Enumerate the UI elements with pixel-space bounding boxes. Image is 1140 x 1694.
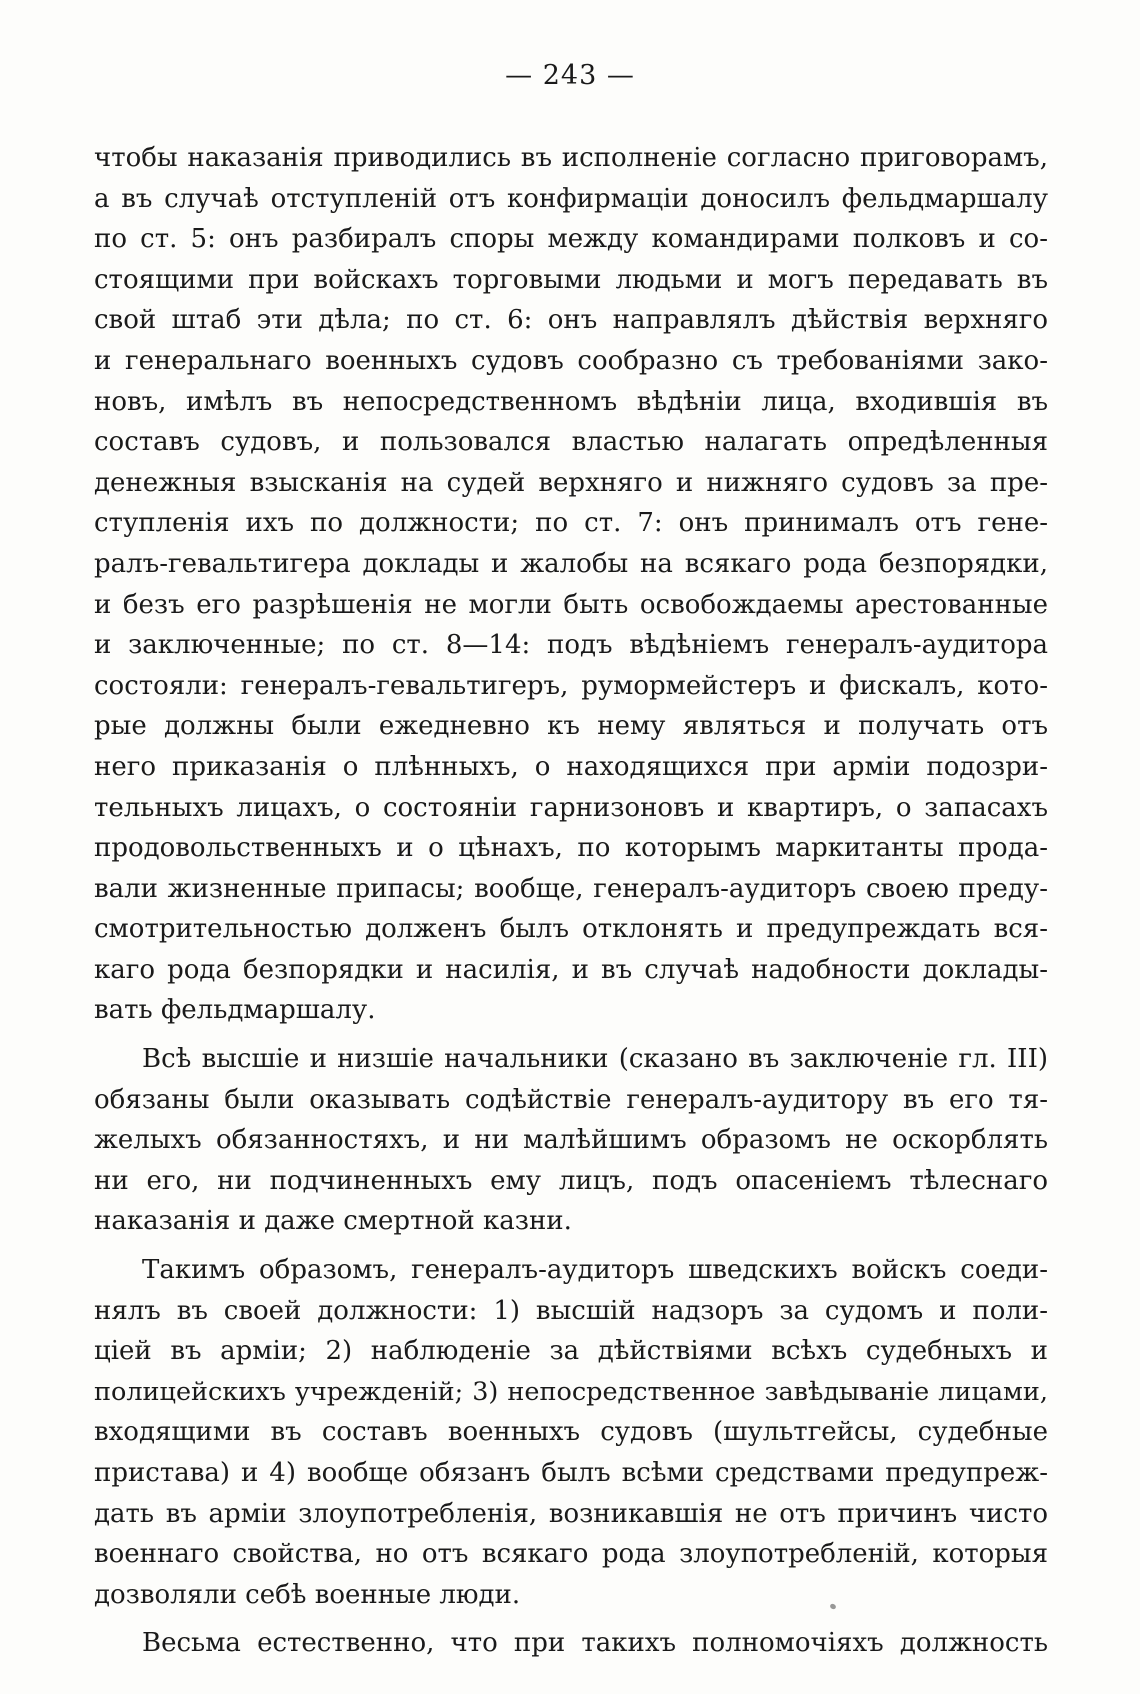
text-line: состояли: генералъ-гевальтигеръ, румормейстеръ и фискалъ, кото-: [94, 670, 1048, 701]
text-line: нялъ въ своей должности: 1) высшій надзоръ за судомъ и поли-: [94, 1295, 1048, 1326]
text-line: и генеральнаго военныхъ судовъ сообразно съ требованіями зако-: [94, 345, 1048, 376]
text-line: ни его, ни подчиненныхъ ему лицъ, подъ опасеніемъ тѣлеснаго: [94, 1165, 1048, 1196]
text-line: дать въ арміи злоупотребленія, возникавшія не отъ причинъ чисто: [94, 1498, 1048, 1529]
text-line: и безъ его разрѣшенія не могли быть освобождаемы арестованные: [94, 589, 1048, 620]
text-line: военнаго свойства, но отъ всякаго рода злоупотребленій, которыя: [94, 1539, 1048, 1570]
text-line: рые должны были ежедневно къ нему являться и получать отъ: [94, 711, 1048, 742]
text-line: составъ судовъ, и пользовался властью налагать опредѣленныя: [94, 427, 1048, 458]
text-line: новъ, имѣлъ въ непосредственномъ вѣдѣніи лица, входившія въ: [94, 386, 1048, 417]
page-number: — 243 —: [505, 60, 635, 91]
text-line: обязаны были оказывать содѣйствіе генералъ-аудитору въ его тя-: [94, 1084, 1048, 1115]
paragraph-1: [94, 138, 1048, 1031]
text-line: смотрительностью долженъ былъ отклонять и предупреждать вся-: [94, 914, 1048, 945]
text-line: и заключенные; по ст. 8—14: подъ вѣдѣніемъ генералъ-аудитора: [94, 630, 1048, 661]
text-line: вали жизненные припасы; вообще, генералъ-аудиторъ своею преду-: [94, 873, 1048, 904]
text-line: каго рода безпорядки и насилія, и въ случаѣ надобности доклады-: [94, 954, 1048, 985]
text-line: Всѣ высшіе и низшіе начальники (сказано въ заключеніе гл. III): [142, 1044, 1048, 1075]
text-line: денежныя взысканія на судей верхняго и нижняго судовъ за пре-: [94, 467, 1048, 498]
text-line: вать фельдмаршалу.: [94, 995, 376, 1026]
text-line: пристава) и 4) вообще обязанъ былъ всѣми средствами предупреж-: [94, 1458, 1048, 1488]
text-line: входящими въ составъ военныхъ судовъ (шультгейсы, судебные: [94, 1417, 1048, 1448]
paragraph-2: [94, 1039, 1048, 1242]
text-line: наказанія и даже смертной казни.: [94, 1206, 572, 1237]
paragraph-3: [94, 1250, 1048, 1615]
text-line: дозволяли себѣ военные люди.: [94, 1579, 521, 1610]
paragraph-gap: [94, 1615, 1048, 1623]
text-line: а въ случаѣ отступленій отъ конфирмаціи доносилъ фельдмаршалу: [94, 183, 1048, 214]
text-line: Весьма естественно, что при такихъ полномочіяхъ должность: [142, 1628, 1048, 1659]
text-line: полицейскихъ учрежденій; 3) непосредственное завѣдываніе лицами,: [94, 1376, 1048, 1407]
text-line: свой штаб эти дѣла; по ст. 6: онъ направлялъ дѣйствія верхняго: [94, 305, 1048, 336]
text-line: ралъ-гевальтигера доклады и жалобы на всякаго рода безпорядки,: [94, 548, 1048, 579]
text-line: ціей въ арміи; 2) наблюденіе за дѣйствіями всѣхъ судебныхъ и: [94, 1336, 1048, 1367]
text-line: него приказанія о плѣнныхъ, о находящихся при арміи подозри-: [94, 751, 1048, 782]
paragraph-gap: [94, 1031, 1048, 1039]
text-line: желыхъ обязанностяхъ, и ни малѣйшимъ образомъ не оскорблять: [94, 1125, 1048, 1156]
text-line: ступленія ихъ по должности; по ст. 7: онъ принималъ отъ гене-: [94, 508, 1048, 539]
text-line: по ст. 5: онъ разбиралъ споры между командирами полковъ и со-: [94, 224, 1048, 255]
text-line: тельныхъ лицахъ, о состояніи гарнизоновъ и квартиръ, о запасахъ: [94, 792, 1048, 823]
text-line: стоящими при войскахъ торговыми людьми и могъ передавать въ: [94, 264, 1048, 295]
text-line: чтобы наказанія приводились въ исполненіе согласно приговорамъ,: [94, 143, 1048, 173]
text-line: Такимъ образомъ, генералъ-аудиторъ шведскихъ войскъ соеди-: [142, 1255, 1048, 1286]
text-line: продовольственныхъ и о цѣнахъ, по которымъ маркитанты прода-: [94, 833, 1048, 864]
paragraph-4: [94, 1623, 1048, 1664]
paragraph-gap: [94, 1242, 1048, 1250]
body-text: [94, 138, 1048, 1664]
